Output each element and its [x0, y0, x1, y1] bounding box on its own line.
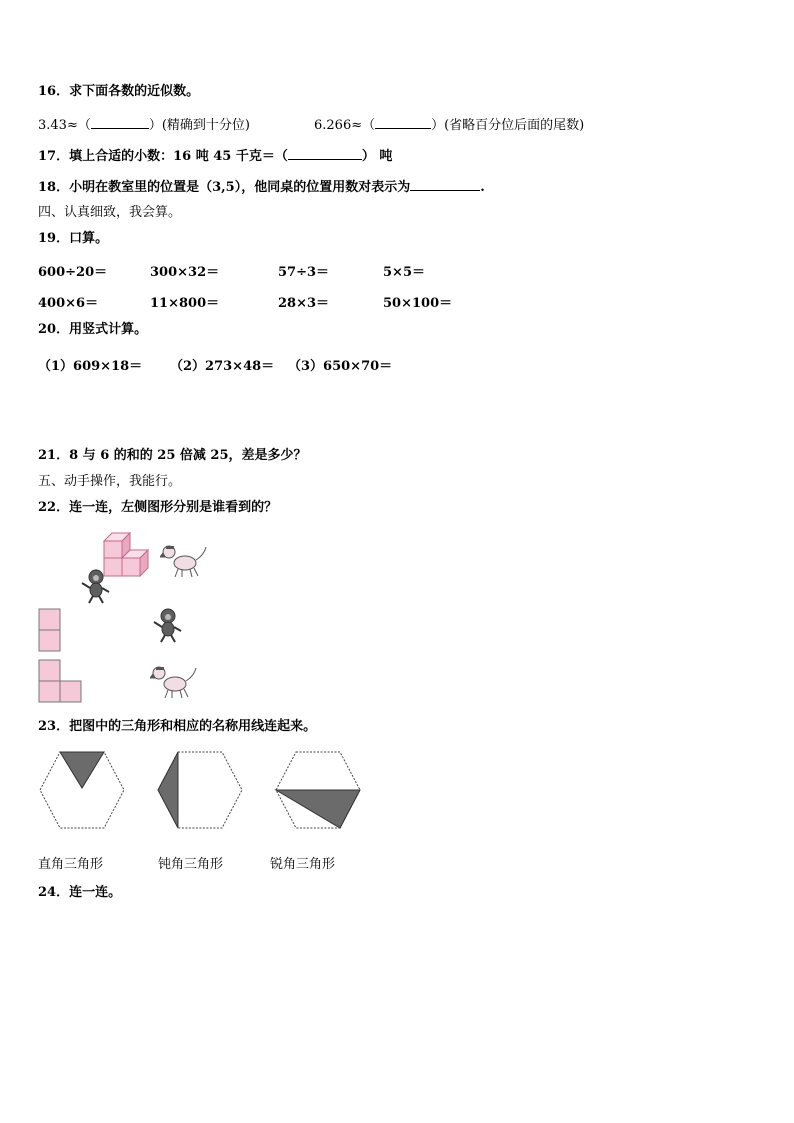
q18-blank[interactable]: [410, 178, 480, 191]
q16-a-note: ）(精确到十分位): [148, 118, 250, 133]
q23-title: 23．把图中的三角形和相应的名称用线连起来。: [38, 719, 317, 734]
q17-text: 17．填上合适的小数：16 吨 45 千克＝（: [38, 149, 288, 164]
view-l-shape-figure: [38, 659, 84, 703]
q16-a-blank[interactable]: [91, 116, 149, 129]
section-five-title: 五、动手操作，我能行。: [38, 474, 182, 489]
q19-calc: 600÷20＝: [38, 265, 108, 280]
q19-calc: 11×800＝: [150, 296, 220, 311]
dog-icon: [150, 664, 198, 700]
q22-title: 22．连一连，左侧图形分别是谁看到的？: [38, 500, 278, 515]
q16-part-b: [314, 116, 584, 134]
triangle-label: 锐角三角形: [270, 857, 336, 872]
q16-a-number: 3.43≈（: [38, 118, 91, 133]
hexagon-obtuse-triangle-figure: [156, 750, 244, 830]
q17-unit: ） 吨: [361, 149, 393, 164]
q17: [38, 147, 392, 165]
q16-b-note: ）(省略百分位后面的尾数): [431, 118, 585, 133]
q19-calc: 57÷3＝: [278, 265, 330, 280]
q19-calc: 5×5＝: [383, 265, 425, 280]
q18-text: 18．小明在教室里的位置是（3,5），他同桌的位置用数对表示为: [38, 180, 411, 195]
section-four-title: 四、认真细致，我会算。: [38, 205, 182, 220]
monkey-icon: [150, 607, 186, 643]
q16-part-a: [38, 116, 250, 134]
q24-title: 24．连一连。: [38, 885, 122, 900]
q16-b-number: 6.266≈（: [314, 118, 376, 133]
q20-item: （3）650×70＝: [288, 359, 393, 374]
hexagon-right-triangle-figure: [38, 750, 126, 830]
q18: [38, 178, 485, 196]
q16-b-blank[interactable]: [375, 116, 431, 129]
q21: 21．8 与 6 的和的 25 倍减 25，差是多少？: [38, 448, 307, 463]
q19-calc: 50×100＝: [383, 296, 453, 311]
q18-end: .: [480, 180, 485, 195]
view-two-squares-figure: [38, 608, 62, 654]
q19-calc: 300×32＝: [150, 265, 220, 280]
q20-title: 20．用竖式计算。: [38, 322, 148, 337]
triangle-label: 直角三角形: [38, 857, 104, 872]
monkey-icon: [78, 568, 114, 604]
q19-calc: 28×3＝: [278, 296, 330, 311]
q20-item: （2）273×48＝: [170, 359, 275, 374]
dog-icon: [160, 543, 208, 579]
triangle-label: 钝角三角形: [158, 857, 224, 872]
hexagon-acute-triangle-figure: [274, 750, 362, 830]
q19-calc: 400×6＝: [38, 296, 99, 311]
q19-title: 19．口算。: [38, 231, 109, 246]
q16-title: 16．求下面各数的近似数。: [38, 84, 200, 99]
q20-item: （1）609×18＝: [38, 359, 143, 374]
q17-blank[interactable]: [288, 147, 362, 160]
